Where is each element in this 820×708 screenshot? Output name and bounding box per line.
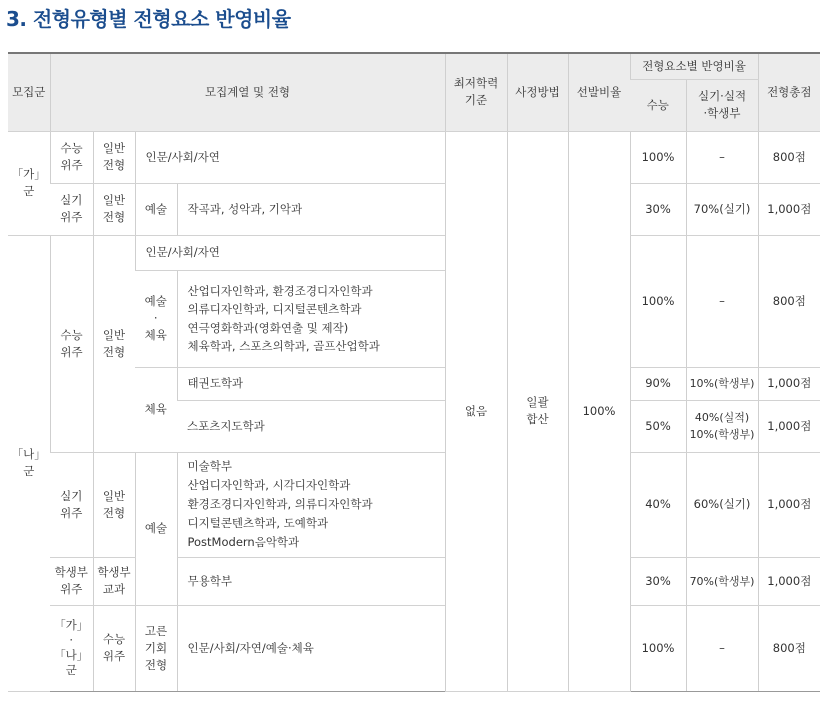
shared-method: 일괄 합산 <box>507 131 568 691</box>
total-score: 1,000점 <box>758 367 820 400</box>
header-total: 전형총점 <box>758 53 820 131</box>
type-practical-focus: 실기 위주 <box>50 452 93 557</box>
practical-ratio: 60%(실기) <box>686 452 758 557</box>
practical-ratio: 70%(학생부) <box>686 557 758 605</box>
field-all: 인문/사회/자연/예술·체육 <box>177 605 507 691</box>
practical-ratio: 40%(실적) 10%(학생부) <box>686 400 758 452</box>
field-arts: 예술 <box>135 183 177 235</box>
shared-min-standard: 없음 <box>445 131 507 691</box>
header-group: 모집군 <box>8 53 50 131</box>
total-score: 1,000점 <box>758 557 820 605</box>
total-score: 800점 <box>758 131 820 183</box>
header-suneung: 수능 <box>630 79 686 131</box>
header-elements: 전형요소별 반영비율 <box>630 53 758 79</box>
group-na: 「나」 군 <box>8 235 50 691</box>
group-ga: 「가」 군 <box>8 131 50 235</box>
header-ratio: 선발비율 <box>568 53 630 131</box>
practical-ratio: – <box>686 235 758 367</box>
type-suneung-focus: 수능 위주 <box>50 131 93 183</box>
total-score: 800점 <box>758 605 820 691</box>
suneung-ratio: 30% <box>630 557 686 605</box>
major-dance: 무용학부 <box>177 557 445 605</box>
total-score: 800점 <box>758 235 820 367</box>
type-general: 일반 전형 <box>93 235 135 452</box>
practical-ratio: 70%(실기) <box>686 183 758 235</box>
majors-na-arts: 미술학부 산업디자인학과, 시각디자인학과 환경조경디자인학과, 의류디자인학과 디지털콘텐츠학과, 도예학과 PostModern음악학과 <box>177 452 445 557</box>
header-min-standard: 최저학력 기준 <box>445 53 507 131</box>
suneung-ratio: 90% <box>630 367 686 400</box>
type-practical-focus: 실기 위주 <box>50 183 93 235</box>
field-arts-pe: 예술 · 체육 <box>135 270 177 367</box>
type-record-subject: 학생부 교과 <box>93 557 135 605</box>
shared-ratio: 100% <box>568 131 630 691</box>
header-method: 사정방법 <box>507 53 568 131</box>
header-dept: 모집계열 및 전형 <box>50 53 445 131</box>
suneung-ratio: 50% <box>630 400 686 452</box>
group-ga-na: 「가」 · 「나」 군 <box>50 605 93 691</box>
suneung-ratio: 30% <box>630 183 686 235</box>
practical-ratio: 10%(학생부) <box>686 367 758 400</box>
type-general: 일반 전형 <box>93 131 135 183</box>
suneung-ratio: 100% <box>630 605 686 691</box>
field-humanities: 인문/사회/자연 <box>135 235 445 270</box>
header-practical: 실기·실적 ·학생부 <box>686 79 758 131</box>
type-record-focus: 학생부 위주 <box>50 557 93 605</box>
type-suneung-focus: 수능 위주 <box>50 235 93 452</box>
field-arts: 예술 <box>135 452 177 605</box>
type-suneung-focus: 수능 위주 <box>93 605 135 691</box>
total-score: 1,000점 <box>758 400 820 452</box>
suneung-ratio: 100% <box>630 131 686 183</box>
page-title: 3. 전형유형별 전형요소 반영비율 <box>6 7 291 31</box>
type-general: 일반 전형 <box>93 183 135 235</box>
total-score: 1,000점 <box>758 183 820 235</box>
practical-ratio: – <box>686 131 758 183</box>
major-taekwondo: 태권도학과 <box>177 367 445 400</box>
suneung-ratio: 40% <box>630 452 686 557</box>
practical-ratio: – <box>686 605 758 691</box>
admission-ratio-table <box>8 52 820 692</box>
total-score: 1,000점 <box>758 452 820 557</box>
field-pe: 체육 <box>135 367 177 452</box>
majors-ga-arts: 작곡과, 성악과, 기악과 <box>177 183 445 235</box>
suneung-ratio: 100% <box>630 235 686 367</box>
majors-na-arts-pe: 산업디자인학과, 환경조경디자인학과 의류디자인학과, 디지털콘텐츠학과 연극영화학과(영화연출 및 제작) 체육학과, 스포츠의학과, 골프산업학과 <box>177 270 445 367</box>
major-sports-coaching: 스포츠지도학과 <box>177 400 445 452</box>
type-general: 일반 전형 <box>93 452 135 557</box>
type-equal-opportunity: 고른 기회 전형 <box>135 605 177 691</box>
field-humanities: 인문/사회/자연 <box>135 131 445 183</box>
